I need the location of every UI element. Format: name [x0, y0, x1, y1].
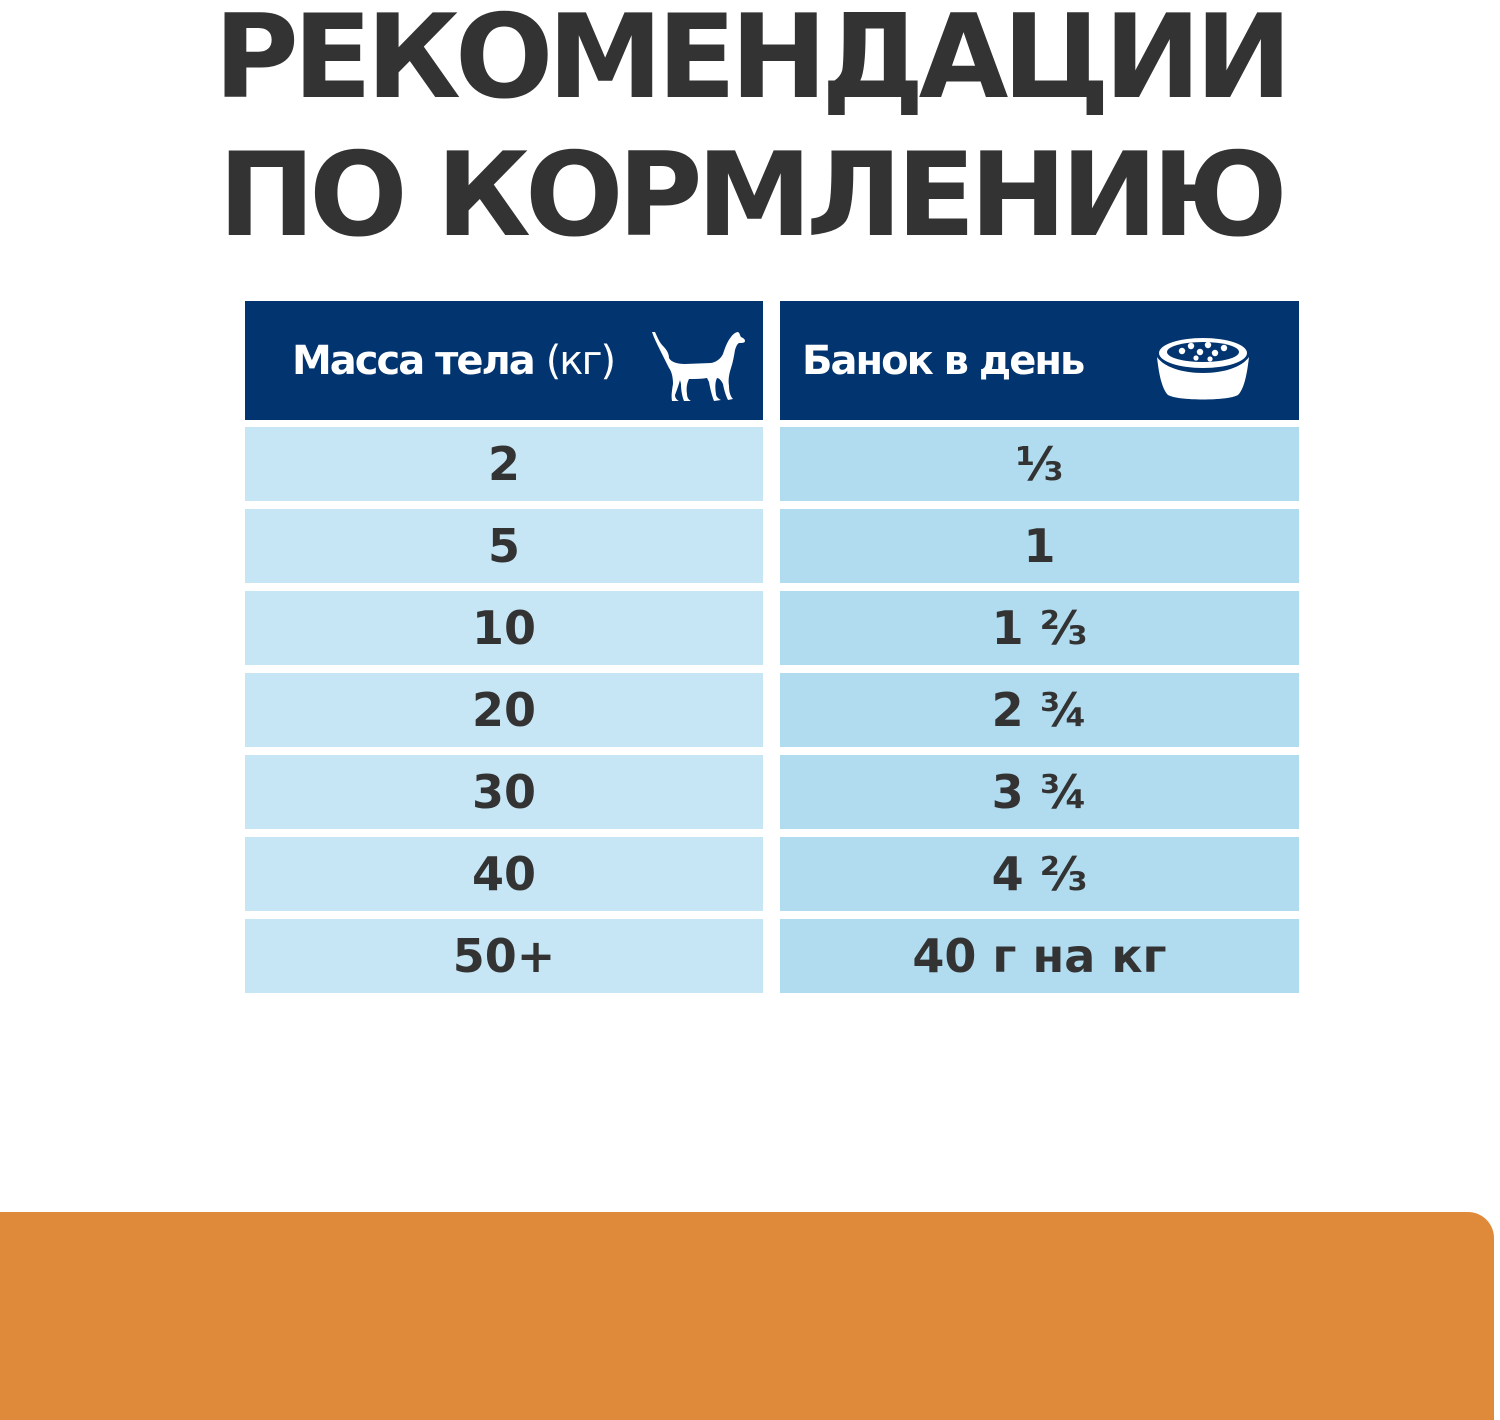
weight-header-unit: (кг)	[545, 338, 615, 384]
feeding-table	[245, 301, 1299, 992]
food-bowl-icon	[1152, 331, 1254, 401]
weight-cell: 20	[245, 673, 763, 747]
cans-cell: 1 ⅔	[780, 591, 1299, 665]
weight-header-label	[292, 337, 614, 385]
weight-cell: 40	[245, 837, 763, 911]
cans-cell: 2 ¾	[780, 673, 1299, 747]
weight-cell: 30	[245, 755, 763, 829]
weight-cell: 50+	[245, 919, 763, 993]
cans-cell: 4 ⅔	[780, 837, 1299, 911]
footer-band	[0, 1212, 1494, 1420]
dog-icon	[647, 328, 747, 404]
weight-cell: 5	[245, 509, 763, 583]
cans-cell: ⅓	[780, 427, 1299, 501]
weight-cell: 2	[245, 427, 763, 501]
cans-header-label: Банок в день	[802, 338, 1084, 384]
cans-cell: 3 ¾	[780, 755, 1299, 829]
cans-header	[780, 301, 1299, 420]
title-line-1: РЕКОМЕНДАЦИИ	[213, 0, 1287, 125]
cans-cell: 1	[780, 509, 1299, 583]
title-line-2: ПО КОРМЛЕНИЮ	[218, 128, 1282, 263]
weight-header-text: Масса тела	[292, 338, 534, 384]
cans-cell: 40 г на кг	[780, 919, 1299, 993]
weight-header	[245, 301, 763, 420]
weight-cell: 10	[245, 591, 763, 665]
